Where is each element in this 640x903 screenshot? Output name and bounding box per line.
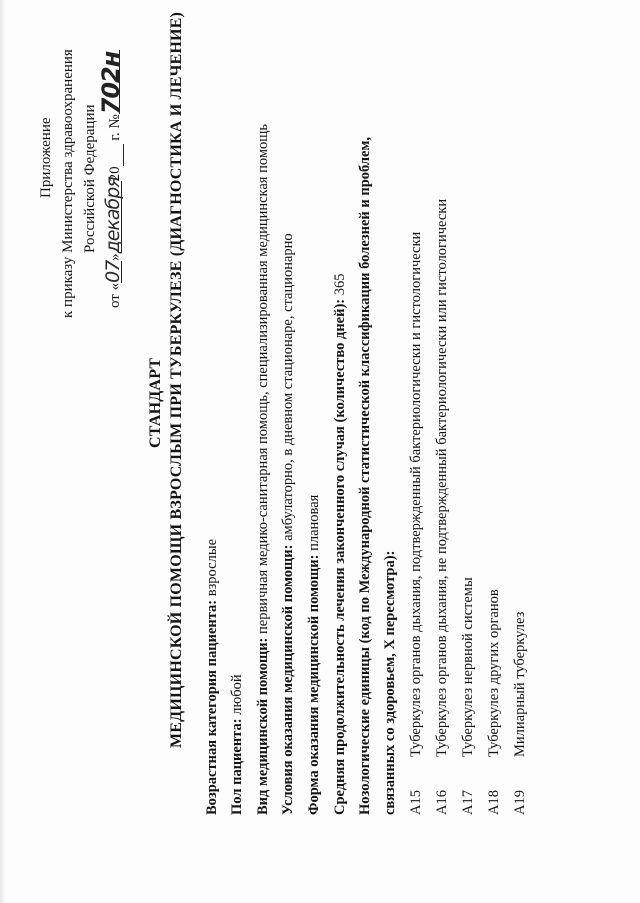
document-subtitle: МЕДИЦИНСКОЙ ПОМОЩИ ВЗРОСЛЫМ ПРИ ТУБЕРКУЛЕЗЕ (ДИАГНОСТИКА И ЛЕЧЕНИЕ) [168, 11, 185, 748]
field-care-form [306, 495, 322, 815]
field-value: первичная медико-санитарная помощь, специализированная медицинская помощь [255, 123, 271, 634]
number-prefix: № [107, 114, 123, 129]
field-value: амбулаторно, в дневном стационаре, стационарно [280, 233, 296, 541]
nosology-heading-line1: Нозологические единицы (код по Международной статистической классификации болезней и проблем, [357, 137, 373, 815]
date-day: 07 [102, 260, 124, 283]
appendix-heading: Приложение [38, 117, 54, 198]
field-label: Условия оказания медицинской помощи: [280, 544, 296, 815]
diagnosis-code: A17 [460, 790, 476, 815]
field-care-conditions [280, 233, 296, 815]
diagnosis-text: Туберкулез нервной системы [460, 577, 476, 757]
appendix-date-line: от «07»декабря20 г. №702н [97, 51, 125, 308]
diagnosis-code: A18 [486, 790, 502, 815]
date-year-prefix: 20 [107, 166, 123, 182]
diagnosis-text: Милиарный туберкулез [512, 611, 528, 757]
document-title: СТАНДАРТ [147, 357, 164, 448]
field-duration [332, 274, 348, 816]
date-month: декабря [102, 177, 124, 254]
field-label: Пол пациента: [229, 718, 245, 815]
diagnosis-code: A16 [434, 790, 450, 815]
date-prefix: от « [107, 282, 123, 308]
date-year-suffix: г. [107, 132, 123, 141]
diagnosis-text: Туберкулез органов дыхания, не подтвержденный бактериологически или гистологически [434, 198, 450, 757]
field-label: Форма оказания медицинской помощи: [306, 554, 322, 815]
field-value: взрослые [204, 538, 220, 597]
diagnosis-code: A15 [408, 790, 424, 815]
diagnosis-text: Туберкулез других органов [486, 589, 502, 757]
field-sex [229, 674, 245, 815]
field-care-type [255, 124, 271, 815]
field-age-category [204, 539, 220, 815]
field-value: любой [229, 674, 245, 715]
appendix-order-line: к приказу Министерства здравоохранения [60, 49, 76, 318]
field-value: 365 [332, 273, 348, 296]
diagnosis-text: Туберкулез органов дыхания, подтвержденный бактериологически и гистологически [408, 231, 424, 757]
field-label: Вид медицинской помощи: [255, 637, 271, 815]
order-number: 702н [97, 51, 125, 115]
field-label: Возрастная категория пациента: [204, 599, 220, 815]
nosology-heading-line2: связанных со здоровьем, X пересмотра): [382, 550, 398, 815]
appendix-federation-line: Российской Федерации [82, 104, 98, 253]
field-value: плановая [306, 494, 322, 551]
diagnosis-code: A19 [512, 790, 528, 815]
field-label: Средняя продолжительность лечения законченного случая (количество дней): [332, 298, 348, 815]
